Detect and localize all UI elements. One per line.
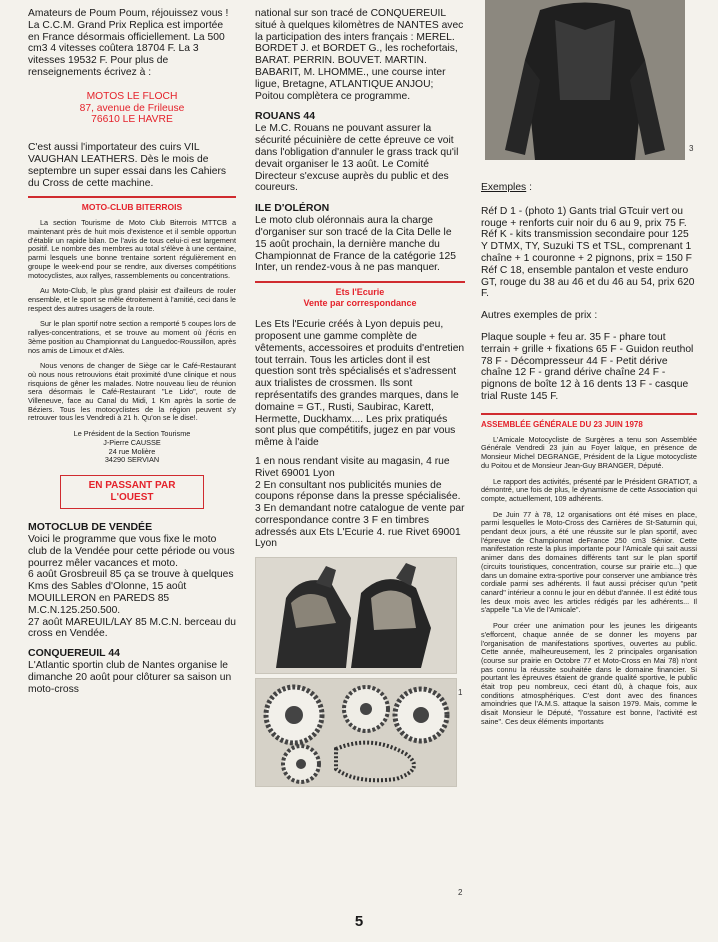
signature-line-2: J-Pierre CAUSSE — [103, 437, 161, 447]
signature-line-3: 24 rue Molière — [108, 446, 156, 456]
ecurie-title-line-2: Vente par correspondance — [303, 298, 417, 309]
ouest-box-line-1: EN PASSANT PAR — [88, 479, 176, 491]
exemples-title-text: Exemples — [481, 182, 527, 193]
exemple-k: Réf K - kits transmission secondaire pour 125 Y DTMX, TY, Suzuki TS et TSL, comprenant 1 chaîne + 1 couronne + 2 pignons, prix = 150 F — [481, 229, 692, 264]
photo-gloves — [255, 557, 457, 674]
importer-text: C'est aussi l'importateur des cuirs VIL VAUGHAN LEATHERS. Dès le mois de septembre un super essai dans les Cahiers du Cross de cette machine. — [28, 142, 227, 189]
ouest-box — [60, 475, 204, 509]
exemples-block — [481, 182, 697, 403]
address-name: MOTOS LE FLOCH — [86, 90, 178, 102]
vendee-para-2: 6 août Grosbreuil 85 ça se trouve à quelques Kms des Sables d'Olonne, 15 août MOUILLERON en PAREDS 85 M.C.N.125.250.500. — [28, 569, 234, 616]
conquereuil-title: CONQUEREUIL 44 — [28, 647, 120, 660]
ecurie-list-2: 2 En consultant nos publicités munies de coupons réponse dans la presse spécialisée. — [255, 479, 461, 503]
assemblee-para-1: L'Amicale Motocycliste de Surgères a tenu son Assemblée Générale Vendredi 23 juin au Foyer laïque, en présence de Monsieur Michel DEGRANGE, Président de la Ligue motocycliste du Poitou et de Monsieur Jean-Guy BRANGER, Député. — [481, 434, 697, 470]
section-ecurie-title — [255, 287, 465, 309]
biterrois-para-3: Sur le plan sportif notre section a remporté 5 coupes lors de rallyes-concentrations, et se trouve au moment où j'écris en 3ème position au Championnat du Languedoc-Roussillon, après nos amis de Limoux et d'Alès. — [28, 319, 236, 355]
oleron-para: Le moto club oléronnais aura la charge d'organiser sur son tracé de la Cita Delle le 15 août prochain, la dernière manche du Championnat de France de la catégorie 125 Inter, un rendez-vous à ne pas manquer. — [255, 215, 456, 274]
conquereuil-continued: national sur son tracé de CONQUEREUIL situé à quelques kilomètres de NANTES avec la participation des inters français : MEREL. BORDET J. et BORDET G., les rochefortais, BARAT. PERRIN. BOUVET. MARTIN. BABARIT, M. LHOMME., une course inter ligue, Bretagne, ATLANTIQUE ANJOU; Poitou complètera ce programme. — [255, 8, 464, 102]
photo-1-number: 1 — [458, 688, 463, 697]
section-assemblee-title: ASSEMBLÉE GÉNÉRALE DU 23 JUIN 1978 — [481, 419, 643, 429]
photo-suit — [485, 0, 685, 160]
section-biterrois — [28, 196, 236, 465]
gloves-image — [256, 558, 456, 673]
biterrois-para-1: La section Tourisme de Moto Club Biterrois MTTCB a maintenant près de huit mois d'existence et il semble opportun d'établir un rapide bilan. De l'avis de tous celui-ci est largement positif. Le nombre des membres au total s'élève à une centaine, parmi lesquels une bonne trentaine sortent régulièrement en groupe le week-end pour se rendre, aux diverses compétitions motocyclistes, aux rallyes, rassemblements ou concentrations. — [28, 218, 236, 280]
section-assemblee — [481, 413, 697, 727]
column-middle — [255, 8, 465, 897]
ecurie-list-1: 1 en nous rendant visite au magasin, 4 rue Rivet 69001 Lyon — [255, 455, 450, 479]
assemblee-para-4: Pour créer une animation pour les jeunes les dirigeants s'efforcent, chaque année de se donner les moyens par l'organisation de manifestations sportives, ouvertes au public. Cette année, malheureusement, les 2 principales organisation (course sur prairie en Octobre 77 et Moto-Cross en Mai 78) n'ont pas connu la réussite souhaitée dans le domaine financier. Si pourtant les épreuves étaient de grande qualité sportive, le public était trop peu nombreux, ceci étant dû, à chaque fois, aux conditions atmosphériques. C'est dont avec des finances amoindries que l'A.M.S. attaque la saison 1979. Mais, comme le disait Monsieur le Député, "l'ossature est bonne, l'activité est saine". Ces deux éléments importants — [481, 621, 697, 726]
photo-3-number: 3 — [689, 144, 694, 153]
photo-sprockets — [255, 678, 457, 787]
importer-address — [28, 91, 236, 126]
section-ecurie — [255, 281, 465, 550]
biterrois-para-2: Au Moto-Club, le plus grand plaisir est d'ailleurs de rouler ensemble, et le sport se mêle étroitement à l'amitié, ceci dans le respect des autres usagers de la route. — [28, 286, 236, 313]
biterrois-para-4: Nous venons de changer de Siège car le Café-Restaurant où nous nous retrouvions était proximité d'une clinique et nous risquions de gêner les malades. Notre nouveau lieu de réunion sera désormais le Café-Restaurant "Le Lido", route de Villeneuve, face au Canal du Midi, 1 Km après la sortie de Béziers. Tous les motocyclistes de la région peuvent s'y retrouver tous les Vendredi à 21 h. Qu'on se le dise!. — [28, 361, 236, 423]
autres-exemples: Autres exemples de prix : — [481, 310, 598, 322]
page-number: 5 — [354, 913, 364, 930]
intro-line-1: Amateurs de Poum Poum, réjouissez vous ! — [28, 8, 229, 19]
suit-image — [485, 0, 685, 160]
sprockets-image — [256, 679, 456, 786]
assemblee-para-2: Le rapport des activités, présenté par le Président GRATIOT, a démontré, une fois de plus, le dynamisme de cette Association qui compte, actuellement, 109 adhérents. — [481, 476, 697, 503]
exemple-c18: Réf C 18, ensemble pantalon et veste enduro GT, rouge du 38 au 46 et du 46 au 54, prix 620 F. — [481, 264, 695, 300]
ecurie-list-3: 3 En demandant notre catalogue de vente par correspondance contre 3 F en timbres adressés aux Ets L'Ecurie 4. rue Rivet 69001 Lyon — [255, 503, 465, 550]
vendee-para-3: 27 août MAREUIL/LAY 85 M.C.N. berceau du cross en Vendée. — [28, 616, 236, 640]
rouans-para: Le M.C. Rouans ne pouvant assurer la sécurité pécuinière de cette épreuve ce voit dans l'obligation d'annuler le grass track qu'il devait organiser le 13 août. Le Comité Directeur s'excuse auprès du public et des coureurs. — [255, 123, 459, 194]
section-biterrois-title: MOTO-CLUB BITERROIS — [81, 202, 183, 213]
ecurie-para: Les Ets l'Ecurie créés à Lyon depuis peu, proposent une gamme complète de vêtements, accessoires et produits d'entretien tout terrain. Tous les articles dont il est question sont très spécialisés et s'adressent aux trialistes de crossmen. Ils sont représentatifs des grandes marques, dans le domaine = GT., Rusti, Saubirac, Karett, Hermette, Duckhamx.... Les prix pratiqués sont plus que compétitifs, jugez en par vous même à l'aide — [255, 319, 465, 449]
vendee-title: MOTOCLUB DE VENDÉE — [28, 520, 153, 533]
ouest-box-line-2: L'OUEST — [110, 491, 154, 503]
vendee-para-1: Voici le programme que vous fixe le moto club de la Vendée pour cette période ou vous pourrez mêler vacances et moto. — [28, 533, 235, 569]
ouest-box-wrap — [28, 475, 236, 509]
ecurie-title-line-1: Ets l'Ecurie — [335, 287, 385, 298]
signature-line-1: Le Président de la Section Tourisme — [73, 429, 191, 439]
column-right — [481, 0, 697, 734]
prix-list: Plaque souple + feu ar. 35 F - phare tout terrain + grille + fixations 65 F - Guidon reuthol 78 F - Décompresseur 44 F - Petit dérive chaîne 12 F - grand dérive chaîne 24 F - pignons de boîte 12 à 16 dents 13 F - casque trial Ruste 145 F. — [481, 331, 694, 402]
exemples-title: Exemples : — [481, 182, 532, 193]
oleron-title: ILE D'OLÉRON — [255, 202, 330, 215]
signature-line-4: 34290 SERVIAN — [104, 455, 160, 465]
assemblee-para-3: De Juin 77 à 78, 12 organisations ont été mises en place, parmi lesquelles le Moto-Cross des Carrières de St-Saturnin qui, pendant deux jours, a été une réussite sur le plan sportif, avec l'épreuve de Championnat deFrance 250 cm3 Sénior. Cette manifestation reste la plus importante pour l'Amicale qui sait aussi animer dans des domaines différents tant sur le plan sportif (circuits touristiques, concentration, course sur prairie etc...) que dans un domaine extra-sportive pour conserver une ambiance très cordiale parmi ses adhérents. Il faut aussi préciser qu'un "petit canard" intérieur a connu le jour en début d'année. Il est édité tous les deux mois avec les articles rédigés par les adhérents... Il s'appelle "La Vie de l'Amicale". — [481, 509, 697, 615]
address-city: 76610 LE HAVRE — [91, 114, 173, 126]
column-left — [28, 8, 236, 703]
biterrois-signature — [28, 430, 236, 465]
rouans-title: ROUANS 44 — [255, 110, 316, 123]
conquereuil-para: L'Atlantic sportin club de Nantes organise le dimanche 20 août pour clôturer sa saison un moto-cross — [28, 660, 232, 695]
intro-line-2: La C.C.M. Grand Prix Replica est importée en France désormais officiellement. La 500 cm3 4 vitesses coûtera 18704 F. La 3 vitesses 19532 F. Pour plus de renseignements écrivez à : — [28, 19, 225, 78]
exemple-d1: Réf D 1 - (photo 1) Gants trial GTcuir vert ou rouge + renforts cuir noir du 6 au 9, prix 75 F. — [481, 205, 687, 229]
address-street: 87, avenue de Frileuse — [79, 102, 185, 114]
photo-2-number: 2 — [458, 888, 463, 897]
